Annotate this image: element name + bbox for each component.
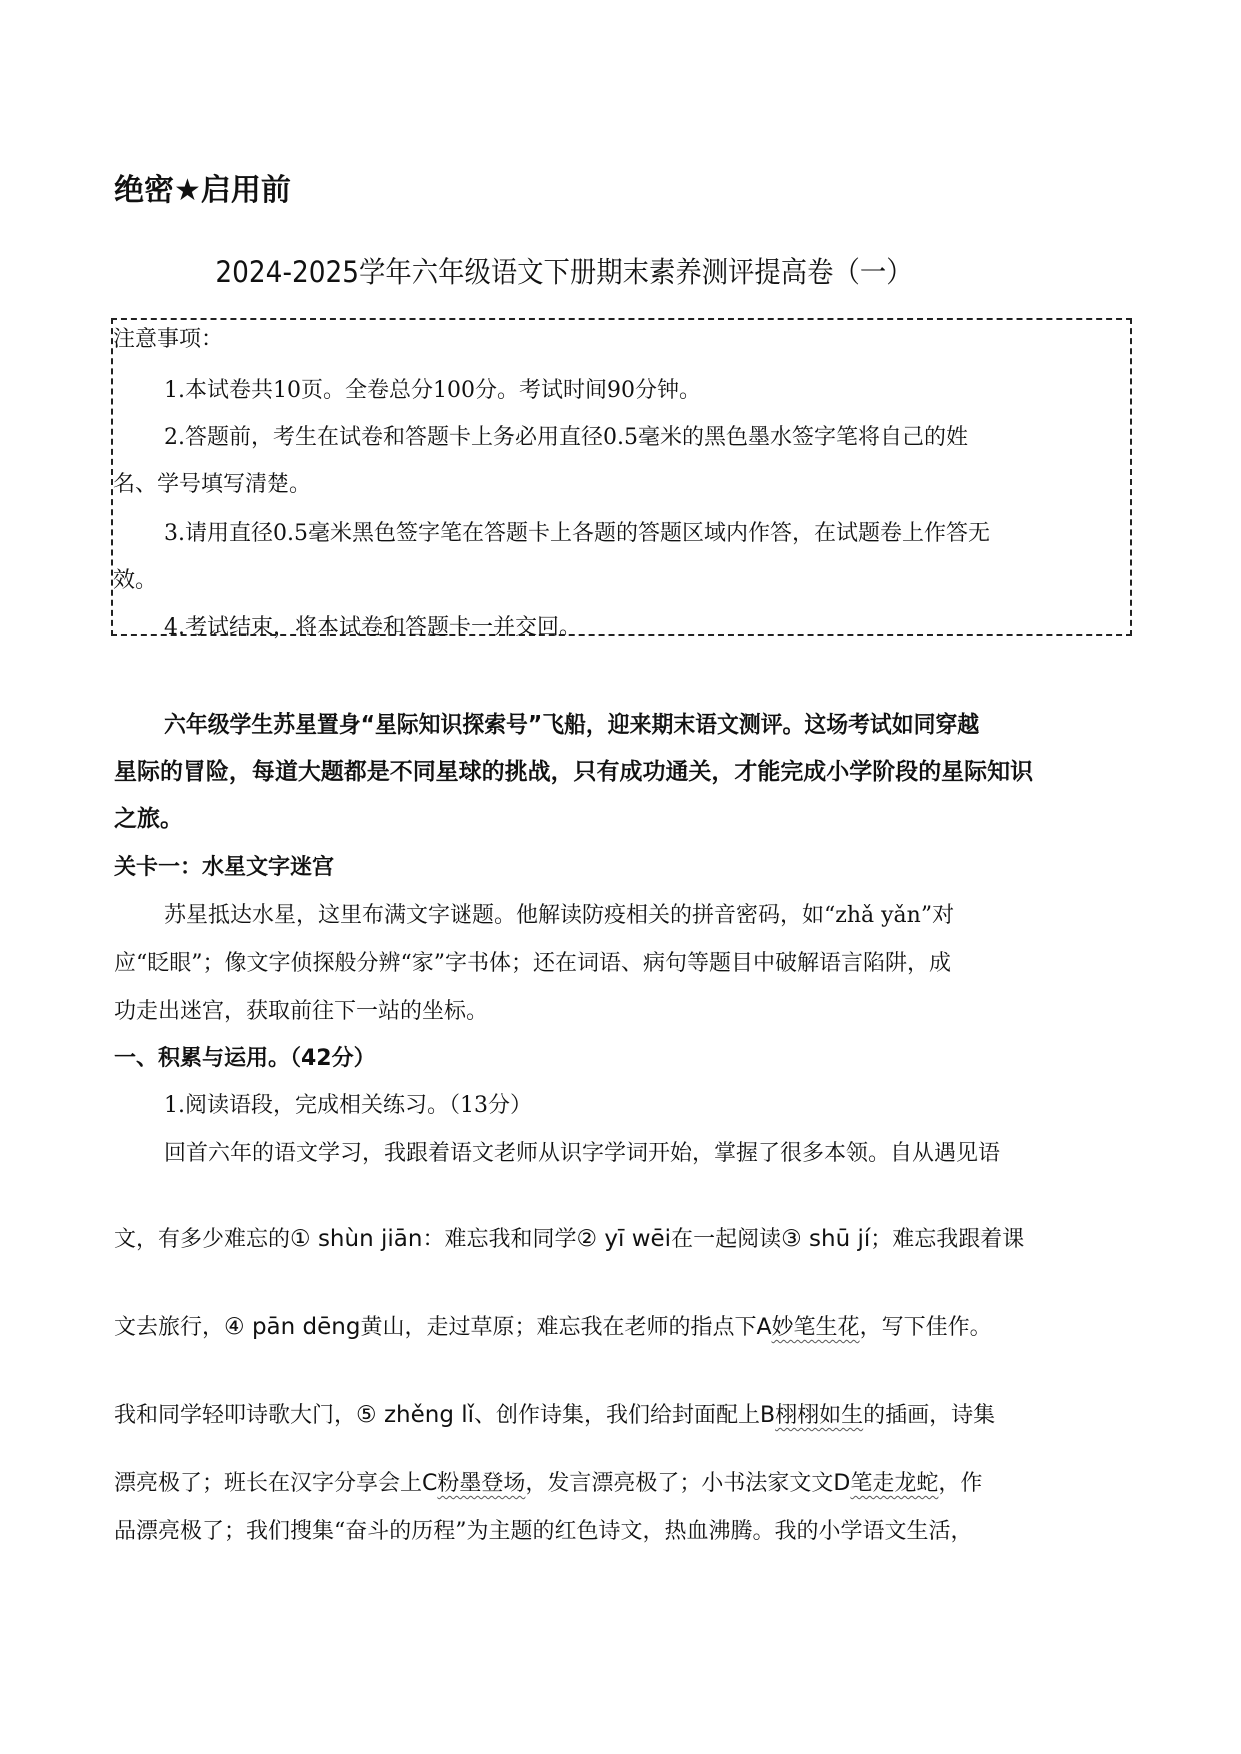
idiom-d: 笔走龙蛇 xyxy=(850,1471,939,1496)
marker-d: D xyxy=(833,1471,851,1496)
text: 漂亮极了；班长在汉字分享会上 xyxy=(114,1471,423,1496)
intro-line-2: 星际的冒险，每道大题都是不同星球的挑战，只有成功通关，才能完成小学阶段的星际知识 xyxy=(114,759,1034,785)
marker-a: A xyxy=(756,1315,772,1340)
text: 的插画，诗集 xyxy=(863,1403,996,1428)
pinyin-blank-5: ⑤ zhěng lǐ xyxy=(356,1402,475,1428)
level1-heading: 关卡一：水星文字迷宫 xyxy=(114,855,335,880)
text: ；难忘我跟着课 xyxy=(870,1227,1025,1252)
text: ：难忘我和同学 xyxy=(422,1227,577,1252)
level1-line-3: 功走出迷宫，获取前往下一站的坐标。 xyxy=(114,999,489,1024)
level1-line-2: 应“眨眼”；像文字侦探般分辨“家”字书体；还在词语、病句等题目中破解语言陷阱，成 xyxy=(114,951,951,976)
notice-item-3-line-1: 3.请用直径0.5毫米黑色签字笔在答题卡上各题的答题区域内作答，在试题卷上作答无 xyxy=(164,521,990,546)
passage-line-4 xyxy=(114,1398,995,1429)
text: 文去旅行， xyxy=(114,1315,225,1340)
level1-line-1: 苏星抵达水星，这里布满文字谜题。他解读防疫相关的拼音密码，如“zhǎ yǎn”对 xyxy=(164,903,955,928)
intro-line-3: 之旅。 xyxy=(114,806,183,832)
notice-item-3-line-2: 效。 xyxy=(113,568,158,593)
passage-line-1: 回首六年的语文学习，我跟着语文老师从识字学词开始，掌握了很多本领。自从遇见语 xyxy=(164,1141,1001,1166)
text: 黄山，走过草原；难忘我在老师的指点下 xyxy=(360,1315,757,1340)
idiom-c: 粉墨登场 xyxy=(437,1471,526,1496)
marker-c: C xyxy=(422,1471,438,1496)
passage-line-3 xyxy=(114,1310,992,1341)
notice-item-2-line-1: 2.答题前，考生在试卷和答题卡上务必用直径0.5毫米的黑色墨水签字笔将自己的姓 xyxy=(164,425,968,450)
text: ，写下佳作。 xyxy=(859,1315,992,1340)
notice-item-2-line-2: 名、学号填写清楚。 xyxy=(113,472,312,497)
notice-item-1: 1.本试卷共10页。全卷总分100分。考试时间90分钟。 xyxy=(164,378,701,403)
intro-line-1: 六年级学生苏星置身“星际知识探索号”飞船，迎来期末语文测评。这场考试如同穿越 xyxy=(164,712,980,738)
pinyin-blank-1: ① shùn jiān xyxy=(290,1226,423,1252)
idiom-a: 妙笔生花 xyxy=(771,1315,860,1340)
text: 、创作诗集，我们给封面配上 xyxy=(474,1403,761,1428)
text: ，作 xyxy=(938,1471,983,1496)
idiom-b: 栩栩如生 xyxy=(775,1403,864,1428)
marker-b: B xyxy=(760,1403,776,1428)
passage-line-6: 品漂亮极了；我们搜集“奋斗的历程”为主题的红色诗文，热血沸腾。我的小学语文生活， xyxy=(114,1519,973,1544)
notice-heading: 注意事项： xyxy=(113,327,224,352)
section1-heading: 一、积累与运用。（42分） xyxy=(114,1046,376,1071)
question-1: 1.阅读语段，完成相关练习。（13分） xyxy=(164,1093,532,1118)
pinyin-blank-3: ③ shū jí xyxy=(781,1226,871,1252)
pinyin-blank-2: ② yī wēi xyxy=(576,1226,672,1252)
pinyin-blank-4: ④ pān dēng xyxy=(224,1314,361,1340)
text: 在一起阅读 xyxy=(671,1227,782,1252)
exam-title: 2024-2025学年六年级语文下册期末素养测评提高卷（一） xyxy=(215,255,913,289)
passage-line-2 xyxy=(114,1222,1024,1253)
text: 我和同学轻叩诗歌大门， xyxy=(114,1403,357,1428)
text: 文，有多少难忘的 xyxy=(114,1227,291,1252)
notice-item-4: 4.考试结束，将本试卷和答题卡一并交回。 xyxy=(164,615,581,640)
confidential-mark: 绝密★启用前 xyxy=(114,173,291,208)
passage-line-5 xyxy=(114,1466,982,1497)
text: ，发言漂亮极了；小书法家文文 xyxy=(525,1471,834,1496)
